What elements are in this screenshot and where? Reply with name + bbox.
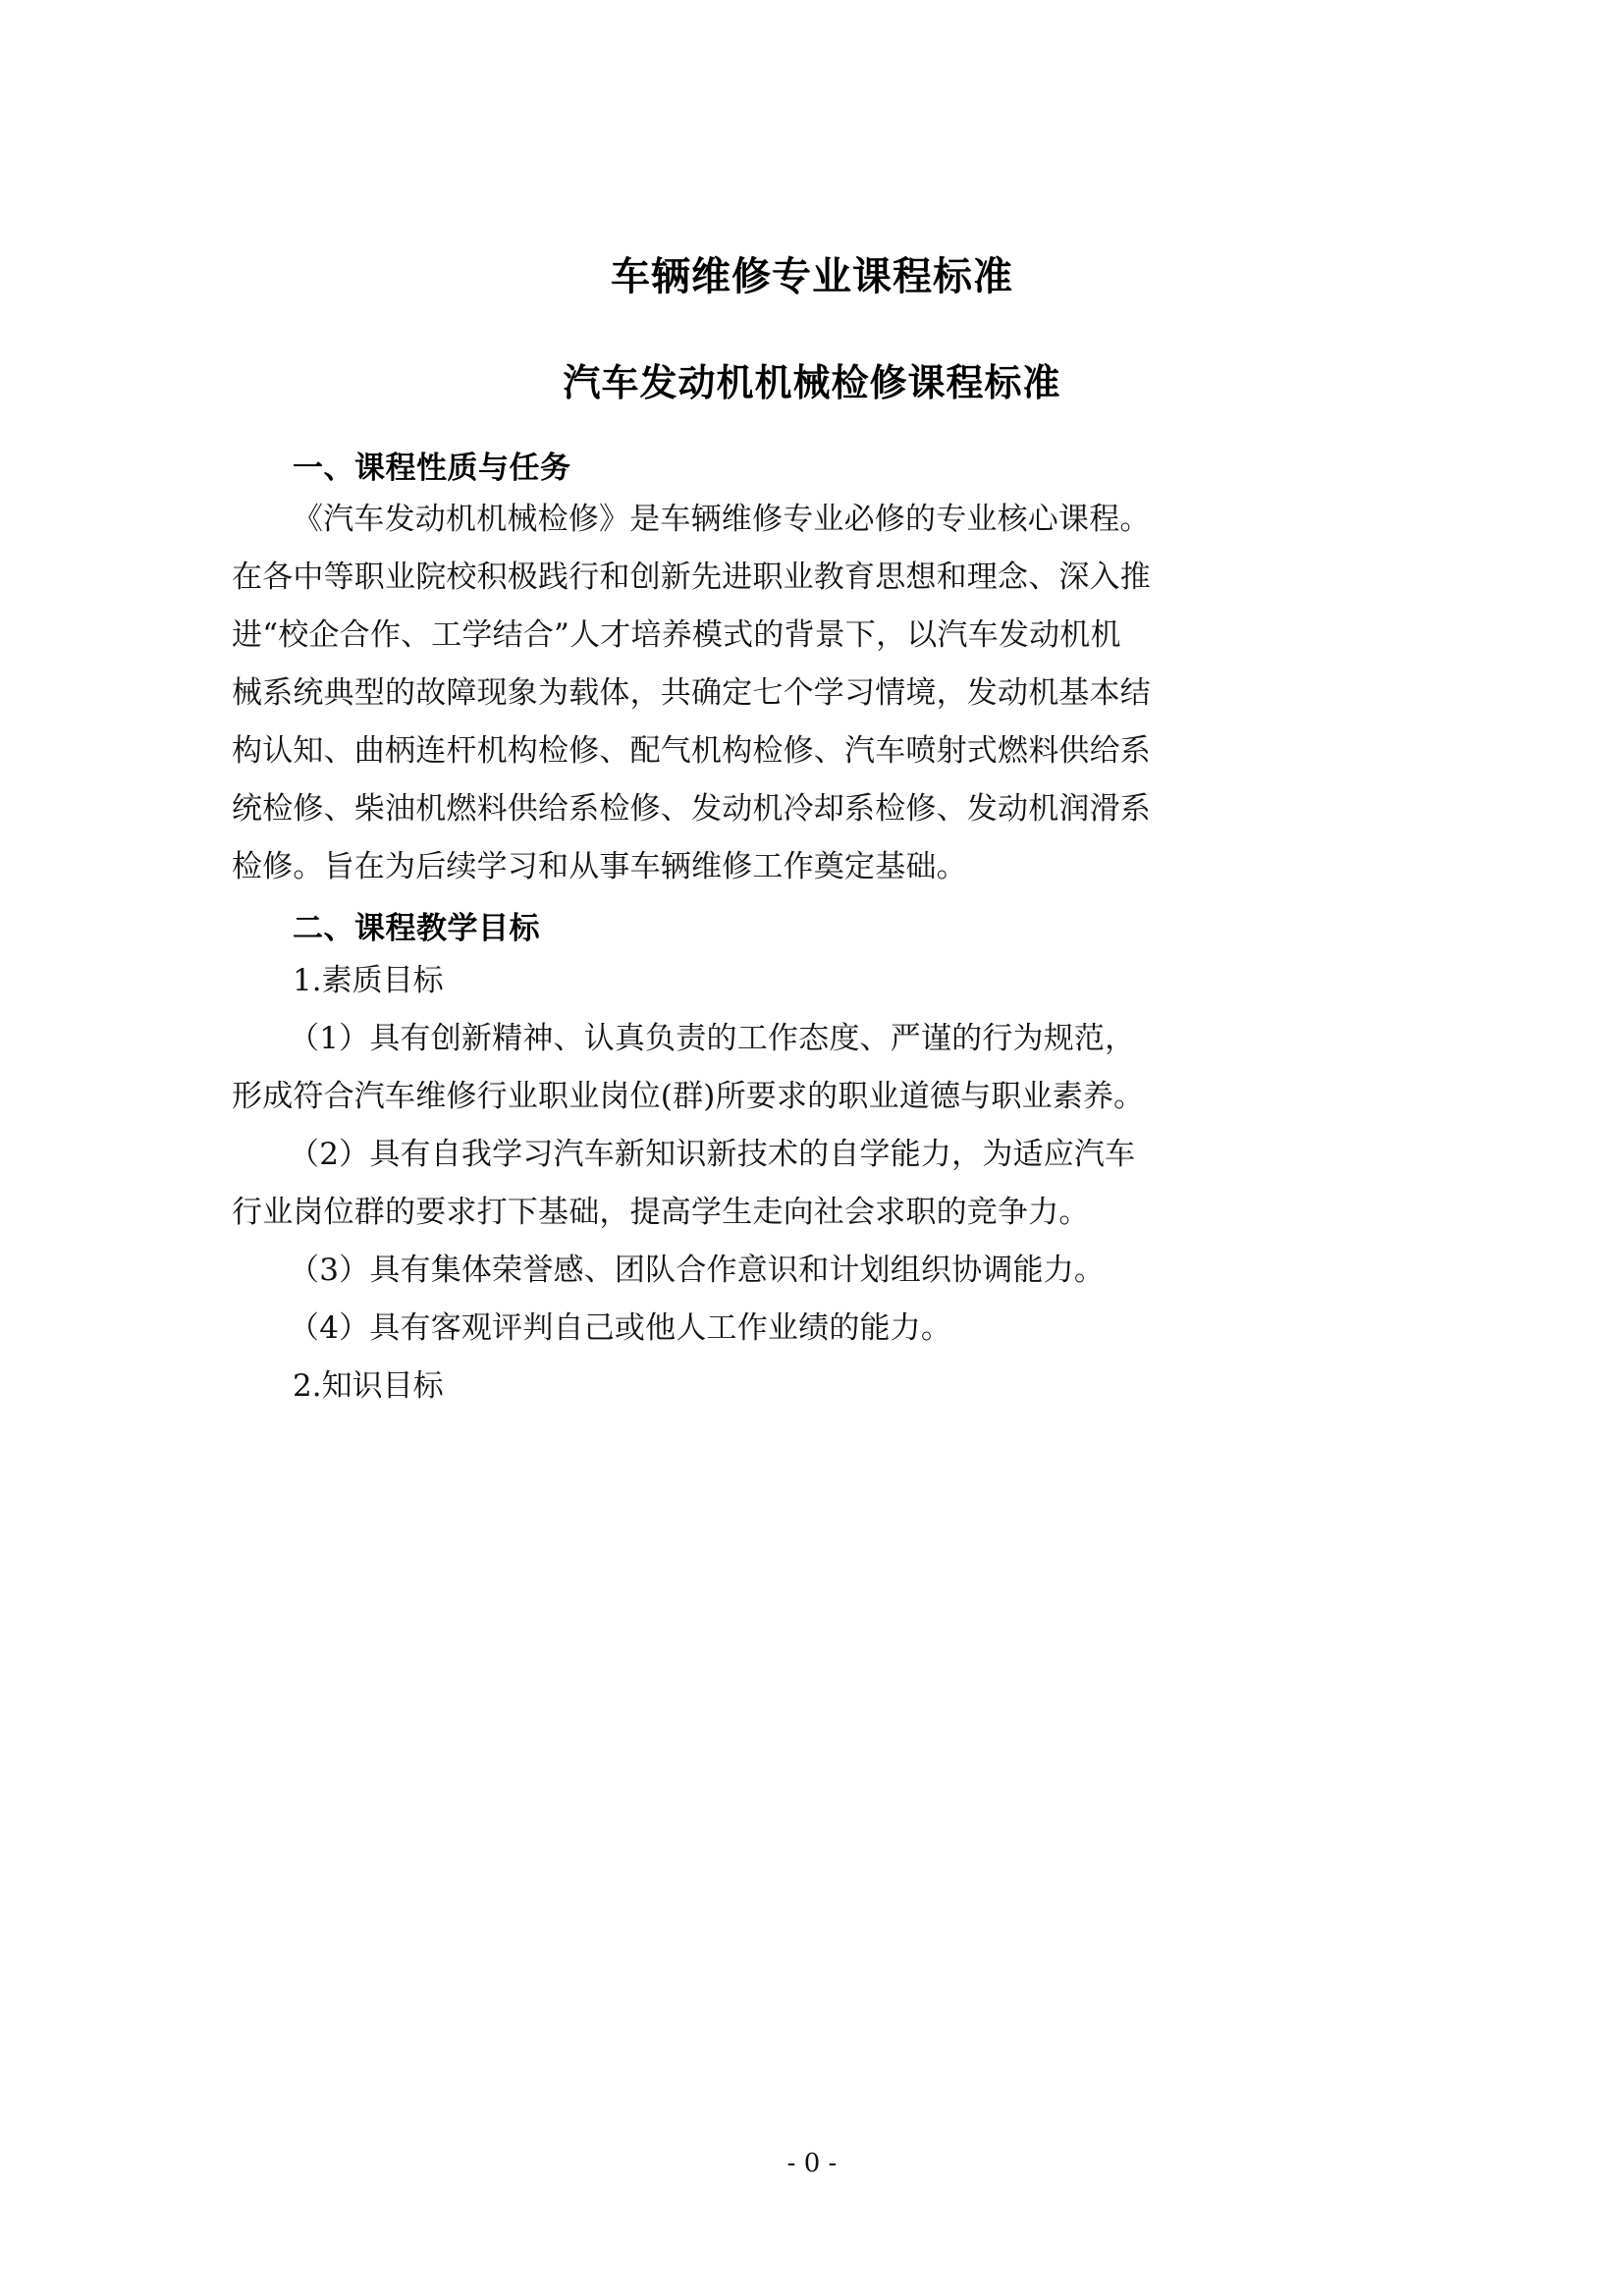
goal-line: 形成符合汽车维修行业职业岗位(群)所要求的职业道德与职业素养。 (232, 1078, 1145, 1114)
goal-line: 行业岗位群的要求打下基础，提高学生走向社会求职的竞争力。 (232, 1194, 1090, 1230)
paragraph-line: 进“校企合作、工学结合”人才培养模式的背景下，以汽车发动机机 (232, 617, 1121, 654)
paragraph-line: 在各中等职业院校积极践行和创新先进职业教育思想和理念、深入推 (232, 560, 1151, 596)
section-heading-two: 二、课程教学目标 (293, 911, 540, 947)
subsection-label-quality-goals: 1.素质目标 (293, 962, 444, 998)
paragraph-line: 统检修、柴油机燃料供给系检修、发动机冷却系检修、发动机润滑系 (232, 791, 1151, 828)
goal-line: （2）具有自我学习汽车新知识新技术的自学能力，为适应汽车 (289, 1136, 1136, 1172)
paragraph-line: 《汽车发动机机械检修》是车辆维修专业必修的专业核心课程。 (293, 502, 1151, 538)
page-content (232, 0, 1392, 2296)
goal-line: （1）具有创新精神、认真负责的工作态度、严谨的行为规范， (289, 1020, 1136, 1056)
page-subtitle: 汽车发动机机械检修课程标准 (563, 361, 1061, 404)
page-title: 车辆维修专业课程标准 (611, 254, 1013, 299)
section-heading-one: 一、课程性质与任务 (293, 450, 571, 486)
goal-item-2 (232, 1126, 1392, 1242)
goal-item-4 (232, 1300, 1392, 1358)
paragraph-line: 构认知、曲柄连杆机构检修、配气机构检修、汽车喷射式燃料供给系 (232, 733, 1151, 770)
page-number: - 0 - (786, 2149, 838, 2178)
paragraph-line: 械系统典型的故障现象为载体，共确定七个学习情境，发动机基本结 (232, 675, 1151, 712)
section-one-paragraph (232, 491, 1392, 896)
subsection-label-knowledge-goals: 2.知识目标 (293, 1367, 444, 1404)
goal-item-1 (232, 1010, 1392, 1126)
paragraph-line: 检修。旨在为后续学习和从事车辆维修工作奠定基础。 (232, 849, 967, 885)
goal-line: （3）具有集体荣誉感、团队合作意识和计划组织协调能力。 (289, 1252, 1106, 1288)
goal-item-3 (232, 1242, 1392, 1300)
goal-line: （4）具有客观评判自己或他人工作业绩的能力。 (289, 1309, 952, 1346)
